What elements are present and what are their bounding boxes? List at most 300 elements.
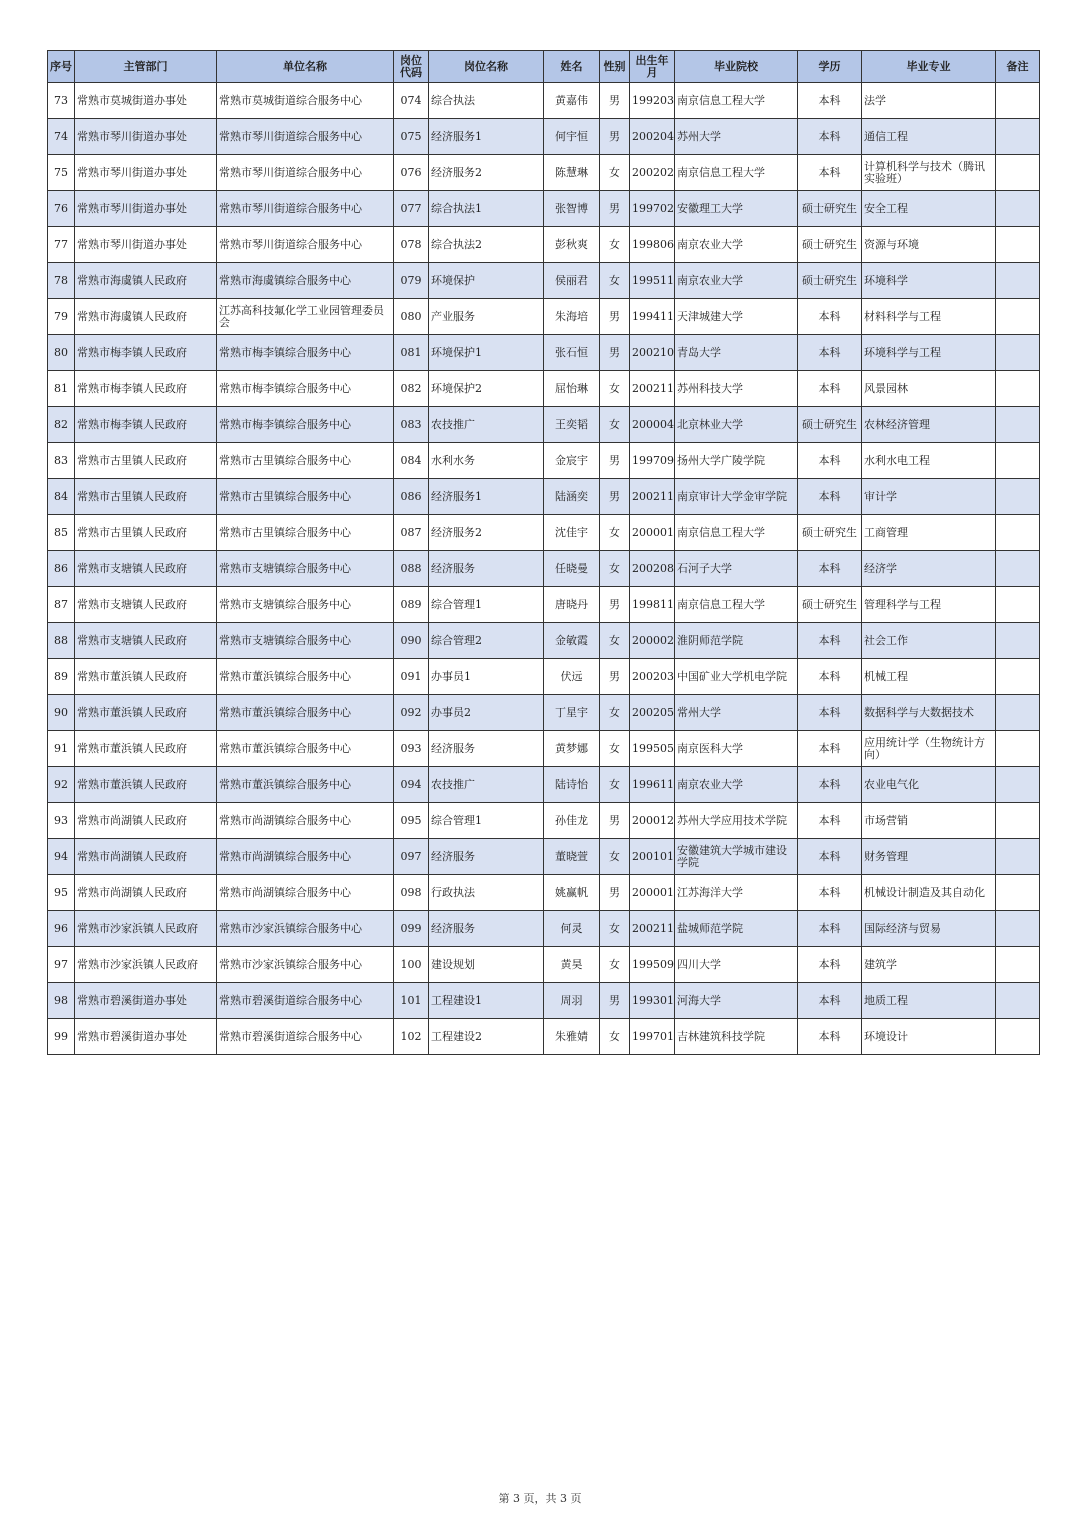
cell-post-code: 091 bbox=[394, 659, 429, 695]
cell-degree: 本科 bbox=[798, 875, 862, 911]
cell-post-name: 综合管理1 bbox=[429, 587, 544, 623]
header-row bbox=[48, 51, 1040, 83]
cell-post-code: 094 bbox=[394, 767, 429, 803]
cell-unit: 常熟市琴川街道综合服务中心 bbox=[217, 119, 394, 155]
cell-index: 78 bbox=[48, 263, 75, 299]
cell-post-name: 综合管理2 bbox=[429, 623, 544, 659]
cell-unit: 江苏高科技氟化学工业园管理委员会 bbox=[217, 299, 394, 335]
cell-gender: 男 bbox=[600, 587, 630, 623]
cell-department: 常熟市支塘镇人民政府 bbox=[75, 587, 217, 623]
cell-post-code: 102 bbox=[394, 1019, 429, 1055]
cell-gender: 女 bbox=[600, 407, 630, 443]
cell-post-code: 080 bbox=[394, 299, 429, 335]
cell-name: 金宸宇 bbox=[544, 443, 600, 479]
table-row bbox=[48, 479, 1040, 515]
cell-index: 92 bbox=[48, 767, 75, 803]
cell-post-name: 农技推广 bbox=[429, 767, 544, 803]
cell-remarks bbox=[996, 191, 1040, 227]
cell-index: 97 bbox=[48, 947, 75, 983]
cell-degree: 本科 bbox=[798, 623, 862, 659]
cell-department: 常熟市梅李镇人民政府 bbox=[75, 335, 217, 371]
cell-post-code: 097 bbox=[394, 839, 429, 875]
cell-major: 建筑学 bbox=[862, 947, 996, 983]
cell-name: 侯丽君 bbox=[544, 263, 600, 299]
cell-remarks bbox=[996, 911, 1040, 947]
cell-index: 95 bbox=[48, 875, 75, 911]
cell-birth: 200202 bbox=[630, 155, 675, 191]
cell-remarks bbox=[996, 299, 1040, 335]
cell-name: 屈怡琳 bbox=[544, 371, 600, 407]
cell-post-name: 办事员1 bbox=[429, 659, 544, 695]
cell-school: 扬州大学广陵学院 bbox=[675, 443, 798, 479]
cell-name: 张石恒 bbox=[544, 335, 600, 371]
cell-post-name: 经济服务 bbox=[429, 911, 544, 947]
header-post-code: 岗位代码 bbox=[394, 51, 429, 83]
cell-index: 85 bbox=[48, 515, 75, 551]
cell-remarks bbox=[996, 767, 1040, 803]
cell-degree: 本科 bbox=[798, 911, 862, 947]
cell-name: 朱海培 bbox=[544, 299, 600, 335]
cell-gender: 女 bbox=[600, 1019, 630, 1055]
cell-index: 96 bbox=[48, 911, 75, 947]
cell-birth: 200004 bbox=[630, 407, 675, 443]
cell-unit: 常熟市尚湖镇综合服务中心 bbox=[217, 839, 394, 875]
cell-degree: 本科 bbox=[798, 695, 862, 731]
cell-degree: 本科 bbox=[798, 767, 862, 803]
cell-birth: 199411 bbox=[630, 299, 675, 335]
cell-degree: 本科 bbox=[798, 803, 862, 839]
cell-degree: 本科 bbox=[798, 983, 862, 1019]
cell-index: 90 bbox=[48, 695, 75, 731]
cell-gender: 女 bbox=[600, 839, 630, 875]
cell-name: 沈佳宇 bbox=[544, 515, 600, 551]
header-school: 毕业院校 bbox=[675, 51, 798, 83]
cell-major: 工商管理 bbox=[862, 515, 996, 551]
cell-school: 淮阴师范学院 bbox=[675, 623, 798, 659]
cell-school: 北京林业大学 bbox=[675, 407, 798, 443]
cell-school: 苏州科技大学 bbox=[675, 371, 798, 407]
cell-remarks bbox=[996, 407, 1040, 443]
cell-major: 环境科学 bbox=[862, 263, 996, 299]
cell-post-name: 经济服务2 bbox=[429, 155, 544, 191]
cell-post-name: 经济服务 bbox=[429, 731, 544, 767]
cell-birth: 200205 bbox=[630, 695, 675, 731]
cell-name: 任晓曼 bbox=[544, 551, 600, 587]
cell-degree: 本科 bbox=[798, 119, 862, 155]
cell-gender: 女 bbox=[600, 947, 630, 983]
cell-name: 陆涵奕 bbox=[544, 479, 600, 515]
table-row bbox=[48, 551, 1040, 587]
cell-gender: 男 bbox=[600, 335, 630, 371]
table-row bbox=[48, 263, 1040, 299]
cell-post-name: 综合管理1 bbox=[429, 803, 544, 839]
cell-name: 姚赢帆 bbox=[544, 875, 600, 911]
cell-gender: 男 bbox=[600, 299, 630, 335]
cell-post-name: 产业服务 bbox=[429, 299, 544, 335]
cell-school: 青岛大学 bbox=[675, 335, 798, 371]
cell-post-name: 环境保护2 bbox=[429, 371, 544, 407]
cell-remarks bbox=[996, 803, 1040, 839]
cell-birth: 199509 bbox=[630, 947, 675, 983]
cell-unit: 常熟市碧溪街道综合服务中心 bbox=[217, 983, 394, 1019]
cell-post-code: 093 bbox=[394, 731, 429, 767]
table-row bbox=[48, 695, 1040, 731]
cell-post-name: 综合执法 bbox=[429, 83, 544, 119]
cell-name: 丁星宇 bbox=[544, 695, 600, 731]
cell-name: 黄昊 bbox=[544, 947, 600, 983]
cell-gender: 女 bbox=[600, 623, 630, 659]
cell-gender: 女 bbox=[600, 767, 630, 803]
cell-department: 常熟市琴川街道办事处 bbox=[75, 119, 217, 155]
cell-index: 84 bbox=[48, 479, 75, 515]
cell-department: 常熟市董浜镇人民政府 bbox=[75, 731, 217, 767]
cell-unit: 常熟市支塘镇综合服务中心 bbox=[217, 587, 394, 623]
cell-gender: 男 bbox=[600, 443, 630, 479]
cell-major: 计算机科学与技术（腾讯实验班） bbox=[862, 155, 996, 191]
cell-post-name: 经济服务2 bbox=[429, 515, 544, 551]
cell-name: 孙佳龙 bbox=[544, 803, 600, 839]
cell-unit: 常熟市沙家浜镇综合服务中心 bbox=[217, 947, 394, 983]
cell-unit: 常熟市琴川街道综合服务中心 bbox=[217, 227, 394, 263]
cell-gender: 男 bbox=[600, 479, 630, 515]
cell-birth: 199702 bbox=[630, 191, 675, 227]
roster-table bbox=[47, 50, 1040, 1055]
cell-major: 通信工程 bbox=[862, 119, 996, 155]
cell-major: 财务管理 bbox=[862, 839, 996, 875]
cell-major: 应用统计学（生物统计方向） bbox=[862, 731, 996, 767]
cell-school: 安徽建筑大学城市建设学院 bbox=[675, 839, 798, 875]
cell-degree: 本科 bbox=[798, 443, 862, 479]
header-index: 序号 bbox=[48, 51, 75, 83]
cell-unit: 常熟市琴川街道综合服务中心 bbox=[217, 155, 394, 191]
cell-unit: 常熟市古里镇综合服务中心 bbox=[217, 515, 394, 551]
cell-major: 审计学 bbox=[862, 479, 996, 515]
cell-school: 南京信息工程大学 bbox=[675, 155, 798, 191]
cell-post-code: 088 bbox=[394, 551, 429, 587]
cell-major: 数据科学与大数据技术 bbox=[862, 695, 996, 731]
cell-birth: 200211 bbox=[630, 479, 675, 515]
cell-remarks bbox=[996, 227, 1040, 263]
cell-name: 伏远 bbox=[544, 659, 600, 695]
cell-remarks bbox=[996, 551, 1040, 587]
cell-post-code: 101 bbox=[394, 983, 429, 1019]
cell-department: 常熟市梅李镇人民政府 bbox=[75, 371, 217, 407]
cell-post-code: 075 bbox=[394, 119, 429, 155]
cell-degree: 硕士研究生 bbox=[798, 407, 862, 443]
cell-school: 南京审计大学金审学院 bbox=[675, 479, 798, 515]
table-row bbox=[48, 767, 1040, 803]
cell-unit: 常熟市梅李镇综合服务中心 bbox=[217, 407, 394, 443]
cell-department: 常熟市莫城街道办事处 bbox=[75, 83, 217, 119]
cell-post-name: 水利水务 bbox=[429, 443, 544, 479]
cell-birth: 200204 bbox=[630, 119, 675, 155]
cell-degree: 本科 bbox=[798, 335, 862, 371]
header-department: 主管部门 bbox=[75, 51, 217, 83]
table-row bbox=[48, 839, 1040, 875]
cell-remarks bbox=[996, 587, 1040, 623]
cell-remarks bbox=[996, 335, 1040, 371]
cell-school: 盐城师范学院 bbox=[675, 911, 798, 947]
cell-gender: 女 bbox=[600, 371, 630, 407]
cell-major: 风景园林 bbox=[862, 371, 996, 407]
cell-remarks bbox=[996, 1019, 1040, 1055]
cell-school: 南京信息工程大学 bbox=[675, 83, 798, 119]
header-birth: 出生年月 bbox=[630, 51, 675, 83]
cell-post-code: 083 bbox=[394, 407, 429, 443]
cell-remarks bbox=[996, 659, 1040, 695]
cell-index: 74 bbox=[48, 119, 75, 155]
cell-post-name: 建设规划 bbox=[429, 947, 544, 983]
cell-gender: 男 bbox=[600, 983, 630, 1019]
cell-birth: 200203 bbox=[630, 659, 675, 695]
table-row bbox=[48, 623, 1040, 659]
table-row bbox=[48, 1019, 1040, 1055]
cell-department: 常熟市琴川街道办事处 bbox=[75, 227, 217, 263]
cell-post-name: 经济服务 bbox=[429, 839, 544, 875]
cell-name: 张智博 bbox=[544, 191, 600, 227]
cell-major: 农林经济管理 bbox=[862, 407, 996, 443]
cell-department: 常熟市尚湖镇人民政府 bbox=[75, 803, 217, 839]
cell-index: 76 bbox=[48, 191, 75, 227]
cell-major: 国际经济与贸易 bbox=[862, 911, 996, 947]
cell-name: 周羽 bbox=[544, 983, 600, 1019]
cell-degree: 本科 bbox=[798, 839, 862, 875]
cell-school: 常州大学 bbox=[675, 695, 798, 731]
header-major: 毕业专业 bbox=[862, 51, 996, 83]
cell-remarks bbox=[996, 155, 1040, 191]
cell-major: 机械设计制造及其自动化 bbox=[862, 875, 996, 911]
cell-gender: 女 bbox=[600, 155, 630, 191]
cell-post-name: 工程建设1 bbox=[429, 983, 544, 1019]
cell-birth: 200001 bbox=[630, 875, 675, 911]
cell-degree: 本科 bbox=[798, 299, 862, 335]
cell-gender: 女 bbox=[600, 263, 630, 299]
cell-unit: 常熟市琴川街道综合服务中心 bbox=[217, 191, 394, 227]
cell-degree: 硕士研究生 bbox=[798, 191, 862, 227]
cell-post-code: 082 bbox=[394, 371, 429, 407]
cell-birth: 200012 bbox=[630, 803, 675, 839]
cell-unit: 常熟市董浜镇综合服务中心 bbox=[217, 767, 394, 803]
cell-post-code: 077 bbox=[394, 191, 429, 227]
cell-degree: 本科 bbox=[798, 155, 862, 191]
cell-major: 水利水电工程 bbox=[862, 443, 996, 479]
table-row bbox=[48, 191, 1040, 227]
cell-post-name: 农技推广 bbox=[429, 407, 544, 443]
cell-post-name: 办事员2 bbox=[429, 695, 544, 731]
cell-index: 75 bbox=[48, 155, 75, 191]
cell-index: 88 bbox=[48, 623, 75, 659]
cell-name: 王奕韬 bbox=[544, 407, 600, 443]
cell-name: 黄嘉伟 bbox=[544, 83, 600, 119]
table-row bbox=[48, 803, 1040, 839]
cell-name: 唐晓丹 bbox=[544, 587, 600, 623]
cell-post-code: 087 bbox=[394, 515, 429, 551]
cell-gender: 男 bbox=[600, 659, 630, 695]
cell-remarks bbox=[996, 623, 1040, 659]
cell-post-name: 综合执法1 bbox=[429, 191, 544, 227]
cell-school: 河海大学 bbox=[675, 983, 798, 1019]
cell-degree: 硕士研究生 bbox=[798, 515, 862, 551]
cell-birth: 200210 bbox=[630, 335, 675, 371]
cell-index: 73 bbox=[48, 83, 75, 119]
cell-department: 常熟市琴川街道办事处 bbox=[75, 191, 217, 227]
cell-degree: 硕士研究生 bbox=[798, 587, 862, 623]
cell-index: 91 bbox=[48, 731, 75, 767]
cell-degree: 本科 bbox=[798, 371, 862, 407]
cell-post-code: 100 bbox=[394, 947, 429, 983]
table-row bbox=[48, 911, 1040, 947]
cell-department: 常熟市董浜镇人民政府 bbox=[75, 767, 217, 803]
cell-remarks bbox=[996, 263, 1040, 299]
cell-department: 常熟市碧溪街道办事处 bbox=[75, 983, 217, 1019]
header-gender: 性别 bbox=[600, 51, 630, 83]
cell-degree: 本科 bbox=[798, 731, 862, 767]
cell-department: 常熟市董浜镇人民政府 bbox=[75, 659, 217, 695]
cell-gender: 女 bbox=[600, 227, 630, 263]
cell-department: 常熟市碧溪街道办事处 bbox=[75, 1019, 217, 1055]
cell-school: 石河子大学 bbox=[675, 551, 798, 587]
cell-post-code: 092 bbox=[394, 695, 429, 731]
cell-birth: 199806 bbox=[630, 227, 675, 263]
cell-index: 79 bbox=[48, 299, 75, 335]
cell-name: 陆诗怡 bbox=[544, 767, 600, 803]
cell-gender: 女 bbox=[600, 731, 630, 767]
cell-degree: 本科 bbox=[798, 83, 862, 119]
cell-department: 常熟市董浜镇人民政府 bbox=[75, 695, 217, 731]
cell-post-name: 经济服务1 bbox=[429, 479, 544, 515]
cell-school: 四川大学 bbox=[675, 947, 798, 983]
cell-post-name: 环境保护1 bbox=[429, 335, 544, 371]
cell-major: 资源与环境 bbox=[862, 227, 996, 263]
cell-gender: 女 bbox=[600, 515, 630, 551]
table-row bbox=[48, 299, 1040, 335]
cell-school: 苏州大学应用技术学院 bbox=[675, 803, 798, 839]
cell-unit: 常熟市董浜镇综合服务中心 bbox=[217, 695, 394, 731]
cell-gender: 男 bbox=[600, 83, 630, 119]
cell-department: 常熟市支塘镇人民政府 bbox=[75, 551, 217, 587]
page-footer: 第 3 页，共 3 页 bbox=[498, 1492, 582, 1505]
cell-birth: 199301 bbox=[630, 983, 675, 1019]
cell-remarks bbox=[996, 947, 1040, 983]
cell-birth: 199203 bbox=[630, 83, 675, 119]
cell-unit: 常熟市尚湖镇综合服务中心 bbox=[217, 875, 394, 911]
cell-department: 常熟市尚湖镇人民政府 bbox=[75, 839, 217, 875]
cell-post-code: 078 bbox=[394, 227, 429, 263]
cell-school: 南京信息工程大学 bbox=[675, 587, 798, 623]
cell-index: 86 bbox=[48, 551, 75, 587]
cell-birth: 199505 bbox=[630, 731, 675, 767]
cell-major: 法学 bbox=[862, 83, 996, 119]
cell-department: 常熟市沙家浜镇人民政府 bbox=[75, 911, 217, 947]
cell-remarks bbox=[996, 119, 1040, 155]
header-post-name: 岗位名称 bbox=[429, 51, 544, 83]
cell-department: 常熟市支塘镇人民政府 bbox=[75, 623, 217, 659]
table-row bbox=[48, 83, 1040, 119]
cell-index: 81 bbox=[48, 371, 75, 407]
cell-gender: 女 bbox=[600, 551, 630, 587]
cell-birth: 200001 bbox=[630, 515, 675, 551]
header-unit: 单位名称 bbox=[217, 51, 394, 83]
cell-degree: 本科 bbox=[798, 551, 862, 587]
cell-remarks bbox=[996, 371, 1040, 407]
cell-birth: 199511 bbox=[630, 263, 675, 299]
cell-department: 常熟市梅李镇人民政府 bbox=[75, 407, 217, 443]
cell-remarks bbox=[996, 875, 1040, 911]
cell-major: 地质工程 bbox=[862, 983, 996, 1019]
cell-post-code: 081 bbox=[394, 335, 429, 371]
cell-unit: 常熟市碧溪街道综合服务中心 bbox=[217, 1019, 394, 1055]
cell-unit: 常熟市沙家浜镇综合服务中心 bbox=[217, 911, 394, 947]
cell-post-code: 090 bbox=[394, 623, 429, 659]
cell-gender: 男 bbox=[600, 803, 630, 839]
cell-name: 朱雅婧 bbox=[544, 1019, 600, 1055]
cell-school: 天津城建大学 bbox=[675, 299, 798, 335]
cell-remarks bbox=[996, 83, 1040, 119]
cell-remarks bbox=[996, 695, 1040, 731]
cell-major: 管理科学与工程 bbox=[862, 587, 996, 623]
cell-birth: 200101 bbox=[630, 839, 675, 875]
cell-post-code: 076 bbox=[394, 155, 429, 191]
cell-department: 常熟市尚湖镇人民政府 bbox=[75, 875, 217, 911]
cell-degree: 本科 bbox=[798, 479, 862, 515]
cell-department: 常熟市沙家浜镇人民政府 bbox=[75, 947, 217, 983]
cell-post-code: 079 bbox=[394, 263, 429, 299]
cell-degree: 硕士研究生 bbox=[798, 263, 862, 299]
cell-unit: 常熟市梅李镇综合服务中心 bbox=[217, 371, 394, 407]
cell-department: 常熟市海虞镇人民政府 bbox=[75, 263, 217, 299]
cell-unit: 常熟市董浜镇综合服务中心 bbox=[217, 731, 394, 767]
cell-school: 中国矿业大学机电学院 bbox=[675, 659, 798, 695]
cell-post-code: 089 bbox=[394, 587, 429, 623]
cell-post-code: 086 bbox=[394, 479, 429, 515]
cell-index: 99 bbox=[48, 1019, 75, 1055]
cell-index: 98 bbox=[48, 983, 75, 1019]
cell-major: 市场营销 bbox=[862, 803, 996, 839]
table-row bbox=[48, 875, 1040, 911]
table-body bbox=[48, 83, 1040, 1055]
cell-index: 93 bbox=[48, 803, 75, 839]
cell-major: 环境科学与工程 bbox=[862, 335, 996, 371]
cell-post-code: 098 bbox=[394, 875, 429, 911]
cell-major: 环境设计 bbox=[862, 1019, 996, 1055]
cell-gender: 男 bbox=[600, 875, 630, 911]
cell-unit: 常熟市古里镇综合服务中心 bbox=[217, 443, 394, 479]
cell-department: 常熟市古里镇人民政府 bbox=[75, 515, 217, 551]
cell-post-name: 工程建设2 bbox=[429, 1019, 544, 1055]
cell-school: 吉林建筑科技学院 bbox=[675, 1019, 798, 1055]
cell-birth: 200211 bbox=[630, 371, 675, 407]
cell-school: 南京农业大学 bbox=[675, 227, 798, 263]
table-row bbox=[48, 371, 1040, 407]
cell-name: 彭秋爽 bbox=[544, 227, 600, 263]
cell-post-name: 环境保护 bbox=[429, 263, 544, 299]
header-name: 姓名 bbox=[544, 51, 600, 83]
table-row bbox=[48, 119, 1040, 155]
cell-name: 金敏霞 bbox=[544, 623, 600, 659]
cell-post-name: 行政执法 bbox=[429, 875, 544, 911]
cell-gender: 女 bbox=[600, 911, 630, 947]
cell-unit: 常熟市古里镇综合服务中心 bbox=[217, 479, 394, 515]
cell-birth: 200002 bbox=[630, 623, 675, 659]
table-row bbox=[48, 947, 1040, 983]
cell-unit: 常熟市董浜镇综合服务中心 bbox=[217, 659, 394, 695]
cell-school: 南京信息工程大学 bbox=[675, 515, 798, 551]
cell-birth: 200208 bbox=[630, 551, 675, 587]
cell-post-code: 095 bbox=[394, 803, 429, 839]
cell-index: 94 bbox=[48, 839, 75, 875]
cell-birth: 199709 bbox=[630, 443, 675, 479]
cell-degree: 本科 bbox=[798, 1019, 862, 1055]
